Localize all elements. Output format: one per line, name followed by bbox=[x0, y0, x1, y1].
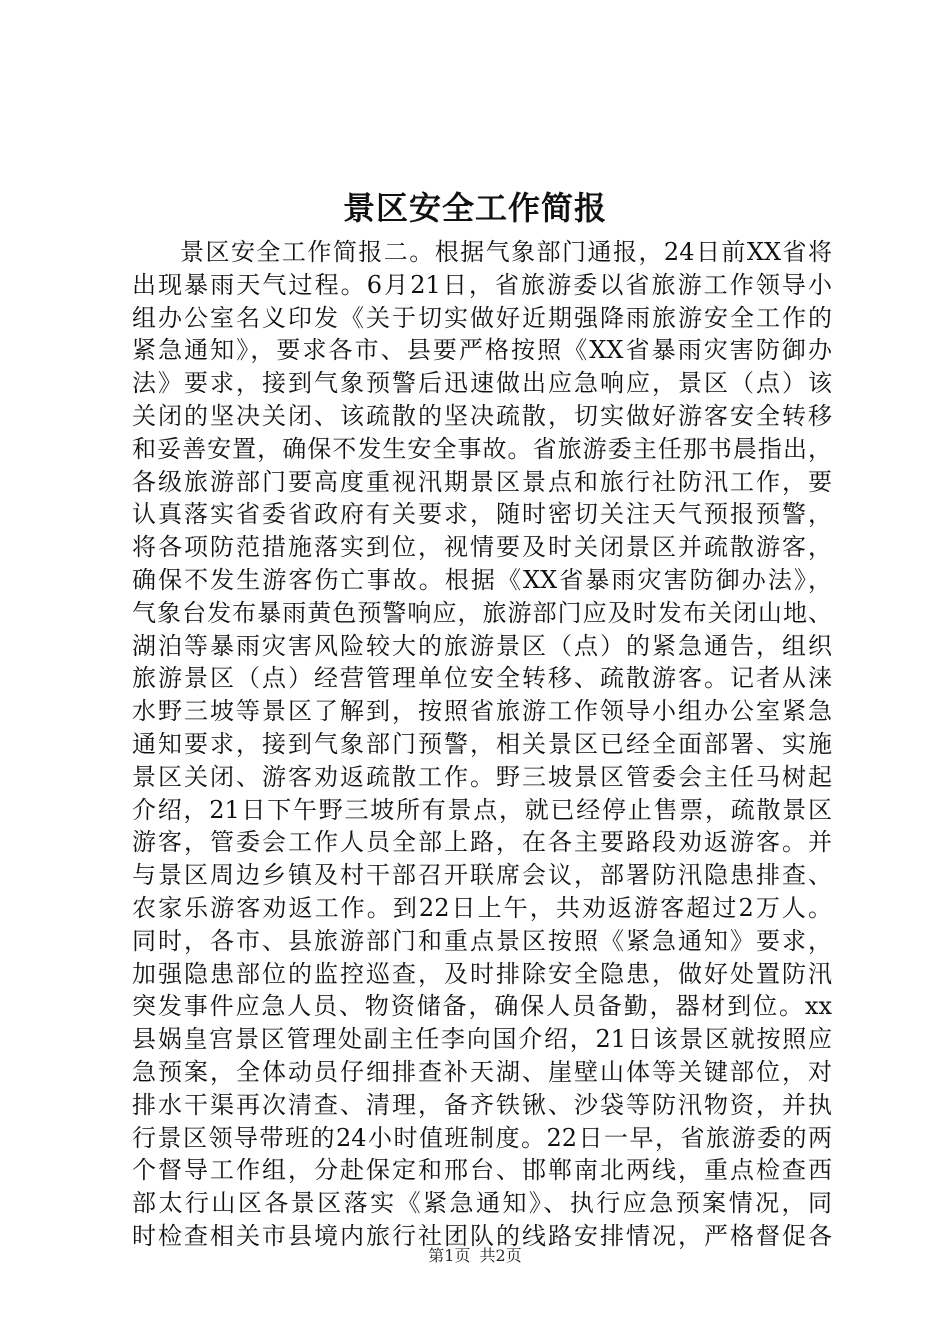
body-text-line: 县娲皇宫景区管理处副主任李向国介绍，21日该景区就按照应 bbox=[132, 1025, 832, 1054]
body-text-line: 介绍，21日下午野三坡所有景点，就已经停止售票，疏散景区 bbox=[132, 795, 832, 824]
page-footer bbox=[0, 1245, 950, 1267]
body-text-line: 出现暴雨天气过程。6月21日，省旅游委以省旅游工作领导小 bbox=[132, 270, 832, 299]
body-text-line: 法》要求，接到气象预警后迅速做出应急响应，景区（点）该 bbox=[132, 369, 832, 398]
body-text-line: 突发事件应急人员、物资储备，确保人员备勤，器材到位。xx bbox=[132, 992, 832, 1021]
body-text-line: 湖泊等暴雨灾害风险较大的旅游景区（点）的紧急通告，组织 bbox=[132, 631, 832, 660]
body-text-line: 农家乐游客劝返工作。到22日上午，共劝返游客超过2万人。 bbox=[132, 893, 832, 922]
body-text-line: 组办公室名义印发《关于切实做好近期强降雨旅游安全工作的 bbox=[132, 303, 832, 332]
body-text-line: 加强隐患部位的监控巡查，及时排除安全隐患，做好处置防汛 bbox=[132, 959, 832, 988]
body-text-line: 与景区周边乡镇及村干部召开联席会议，部署防汛隐患排查、 bbox=[132, 861, 832, 890]
body-text-line: 个督导工作组，分赴保定和邢台、邯郸南北两线，重点检查西 bbox=[132, 1156, 832, 1185]
body-text-line: 将各项防范措施落实到位，视情要及时关闭景区并疏散游客， bbox=[132, 533, 832, 562]
body-text-line: 紧急通知》，要求各市、县要严格按照《XX省暴雨灾害防御办 bbox=[132, 336, 832, 365]
document-title: 景区安全工作简报 bbox=[342, 189, 607, 227]
body-text-line: 水野三坡等景区了解到，按照省旅游工作领导小组办公室紧急 bbox=[132, 697, 832, 726]
body-text-line: 景区安全工作简报二。根据气象部门通报，24日前XX省将 bbox=[180, 238, 832, 266]
body-text-line: 游客，管委会工作人员全部上路，在各主要路段劝返游客。并 bbox=[132, 828, 832, 857]
body-text-line: 和妥善安置，确保不发生安全事故。省旅游委主任那书晨指出， bbox=[132, 434, 832, 463]
body-text-line: 确保不发生游客伤亡事故。根据《XX省暴雨灾害防御办法》， bbox=[132, 565, 832, 594]
body-text-line: 通知要求，接到气象部门预警，相关景区已经全面部署、实施 bbox=[132, 729, 832, 758]
body-text-line: 旅游景区（点）经营管理单位安全转移、疏散游客。记者从涞 bbox=[132, 664, 832, 693]
document-body bbox=[132, 236, 832, 1253]
body-text-line: 各级旅游部门要高度重视汛期景区景点和旅行社防汛工作，要 bbox=[132, 467, 832, 496]
body-text-line: 部太行山区各景区落实《紧急通知》、执行应急预案情况，同 bbox=[132, 1189, 832, 1218]
page-total: 共2页 bbox=[479, 1246, 522, 1265]
page-number: 第1页 bbox=[428, 1246, 471, 1265]
body-text-line: 气象台发布暴雨黄色预警响应，旅游部门应及时发布关闭山地、 bbox=[132, 598, 832, 627]
body-text-line: 关闭的坚决关闭、该疏散的坚决疏散，切实做好游客安全转移 bbox=[132, 401, 832, 430]
body-text-line: 景区关闭、游客劝返疏散工作。野三坡景区管委会主任马树起 bbox=[132, 762, 832, 791]
body-text-line: 排水干渠再次清查、清理，备齐铁锹、沙袋等防汛物资，并执 bbox=[132, 1090, 832, 1119]
body-text-line: 时检查相关市县境内旅行社团队的线路安排情况，严格督促各 bbox=[132, 1221, 832, 1250]
body-text-line: 急预案，全体动员仔细排查补天湖、崖壁山体等关键部位，对 bbox=[132, 1057, 832, 1086]
body-text-line: 行景区领导带班的24小时值班制度。22日一早，省旅游委的两 bbox=[132, 1123, 832, 1152]
body-text-line: 同时，各市、县旅游部门和重点景区按照《紧急通知》要求， bbox=[132, 926, 832, 955]
body-text-line: 认真落实省委省政府有关要求，随时密切关注天气预报预警， bbox=[132, 500, 832, 529]
